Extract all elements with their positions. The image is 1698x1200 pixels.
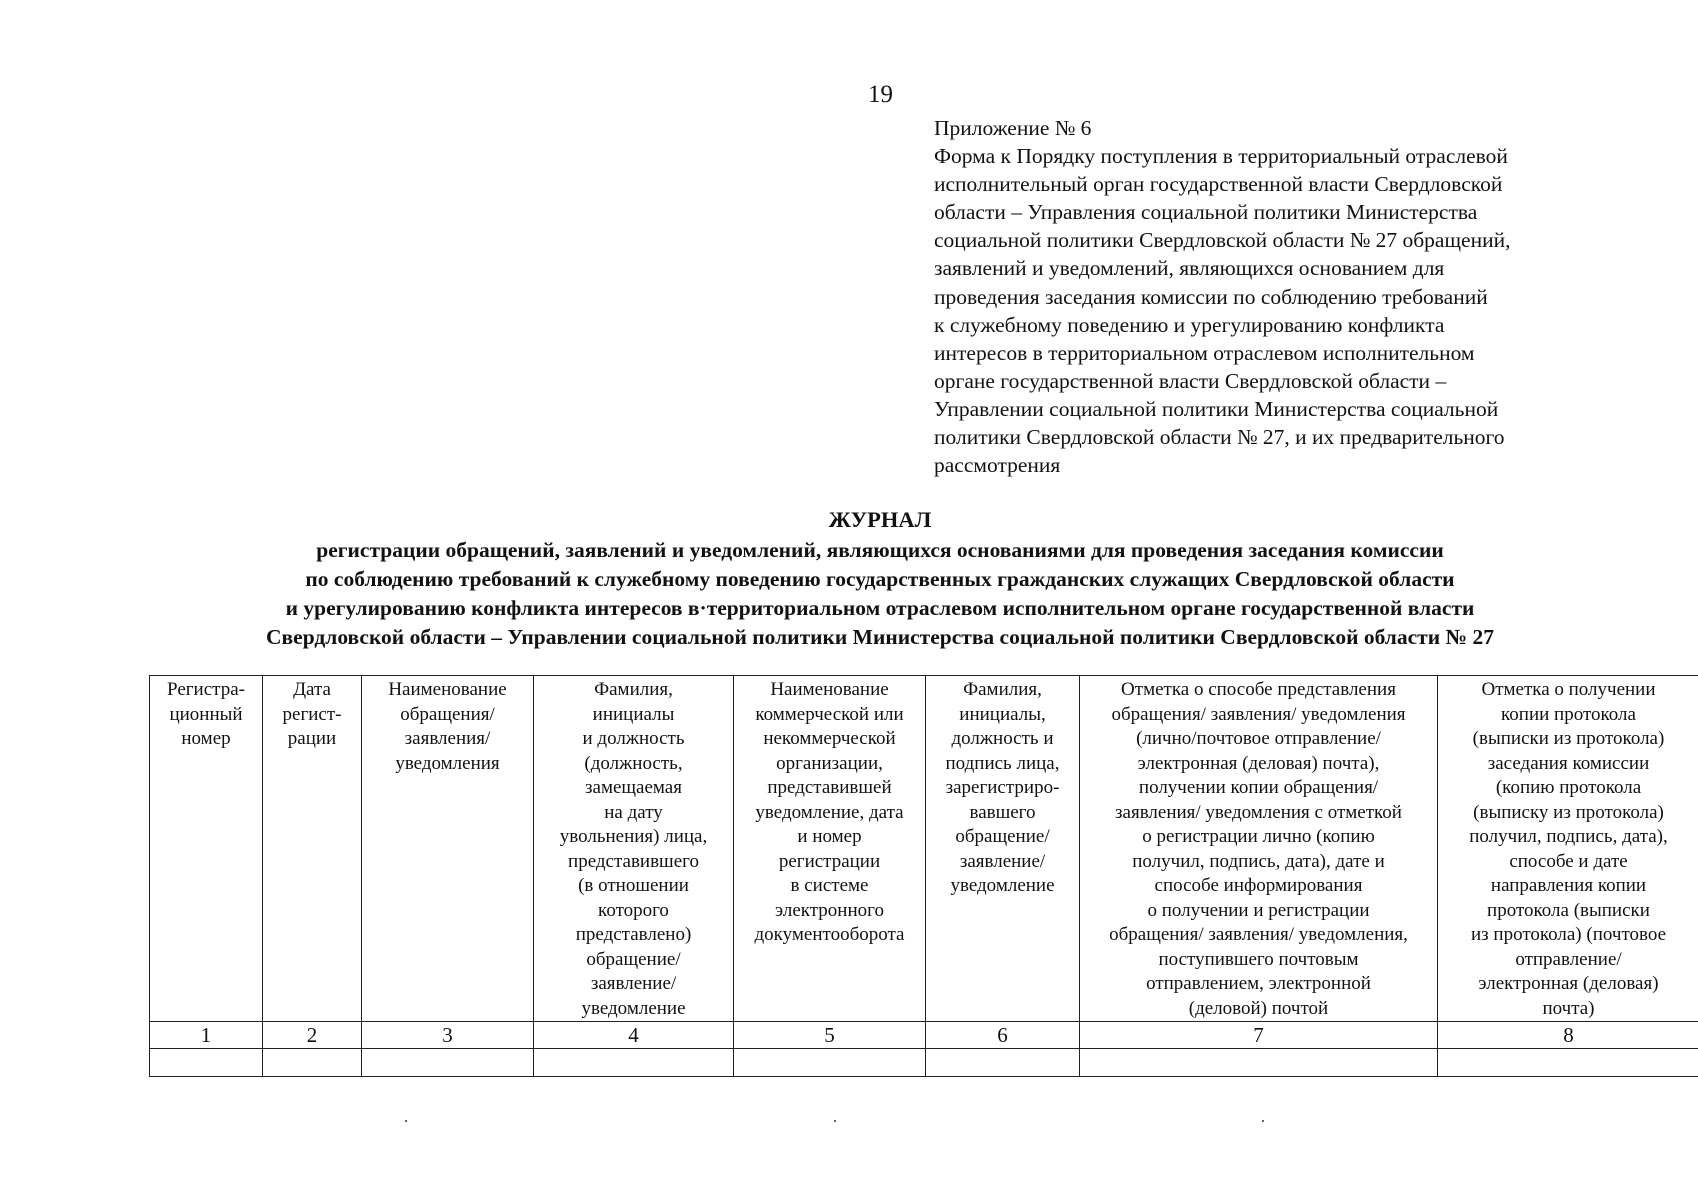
header-line: регистрации [778,850,881,872]
registration-journal-table [149,675,1698,1077]
column-number: 8 [1438,1022,1698,1049]
header-line: представившего [568,850,699,872]
header-cell-col7 [1080,676,1438,1022]
header-line: рации [287,728,337,749]
header-line: обращения/ заявления/ уведомления, [1109,924,1408,945]
header-line: Регистра- [167,679,245,700]
header-line: копии протокола [1501,703,1636,725]
journal-subtitle-line: регистрации обращений, заявлений и уведомлений, являющихся основаниями для проведения заседания комиссии [316,538,1444,562]
header-line: Наименование [388,679,507,700]
header-line: инициалы, [959,703,1046,725]
header-line: номер [181,728,231,749]
empty-cell [150,1049,263,1077]
header-cell-col8 [1438,676,1698,1022]
appendix-line: интересов в территориальном отраслевом исполнительном [934,340,1475,365]
scan-dot [834,1120,836,1122]
header-cell-col1 [150,676,263,1022]
empty-cell [734,1049,926,1077]
header-line: инициалы [592,703,675,725]
header-line: регист- [282,703,342,725]
table-header-row [150,676,1698,1022]
header-line: вавшего [969,801,1036,823]
header-line: о регистрации лично (копию [1142,826,1375,847]
header-line: (деловой) почтой [1188,997,1329,1019]
header-line: и номер [797,826,862,847]
header-line: заявление/ [590,973,677,994]
header-cell-col2 [263,676,362,1022]
header-line: отправлением, электронной [1146,973,1371,994]
page-number: 19 [868,81,893,108]
appendix-line: Форма к Порядку поступления в территориальный отраслевой [934,144,1508,169]
column-number-row [150,1022,1698,1049]
appendix-line: органе государственной власти Свердловской области – [934,368,1447,393]
appendix-note [934,114,1654,479]
header-line: документооборота [754,924,905,945]
header-line: почта) [1542,997,1595,1019]
journal-heading [150,506,1610,652]
header-line: обращения/ [400,703,495,725]
header-line: уведомление [581,997,686,1019]
header-line: заседания комиссии [1487,752,1650,774]
header-line: отправление/ [1515,948,1622,970]
column-number: 4 [534,1022,734,1049]
appendix-line: Управлении социальной политики Министерства социальной [934,396,1499,421]
journal-title: ЖУРНАЛ [828,507,932,532]
header-line: увольнения) лица, [559,826,708,847]
column-number: 7 [1080,1022,1438,1049]
header-line: ционный [169,703,243,725]
appendix-line: исполнительный орган государственной власти Свердловской [934,172,1503,197]
header-line: Дата [293,679,331,700]
header-line: Отметка о получении [1481,679,1656,700]
header-line: уведомление [950,875,1055,896]
header-line: о получении и регистрации [1147,899,1370,921]
journal-subtitle-line: по соблюдению требований к служебному поведению государственных гражданских служащих Свердловской области [305,567,1455,591]
empty-cell [263,1049,362,1077]
header-line: (копию протокола [1495,777,1642,798]
header-line: направления копии [1490,875,1647,896]
header-line: которого [598,899,669,921]
header-line: заявление/ [959,850,1046,872]
header-line: получении копии обращения/ [1138,777,1379,798]
header-line: (должность, [584,752,683,774]
column-number: 5 [734,1022,926,1049]
header-line: представившей [767,777,892,798]
header-line: заявления/ уведомления с отметкой [1115,801,1402,823]
header-line: из протокола) (почтовое [1470,924,1667,945]
empty-cell [1438,1049,1698,1077]
appendix-line: области – Управления социальной политики Министерства [934,200,1478,225]
appendix-line: рассмотрения [934,453,1061,478]
header-line: зарегистриро- [945,777,1060,798]
empty-cell [362,1049,534,1077]
header-line: электронная (деловая) почта), [1137,752,1380,774]
header-cell-col4 [534,676,734,1022]
appendix-line: социальной политики Свердловской области № 27 обращений, [934,228,1511,253]
header-cell-col3 [362,676,534,1022]
header-line: обращение/ [955,826,1050,847]
column-number: 1 [150,1022,263,1049]
empty-cell [926,1049,1080,1077]
header-line: организации, [776,752,883,774]
table-row-empty [150,1049,1698,1077]
header-line: Наименование [770,679,889,700]
appendix-line: политики Свердловской области № 27, и их предварительного [934,425,1505,450]
header-line: некоммерческой [763,728,896,749]
header-line: получил, подпись, дата), [1469,826,1668,847]
header-line: Отметка о способе представления [1121,679,1396,700]
header-line: поступившего почтовым [1158,948,1359,970]
header-line: подпись лица, [945,752,1060,774]
header-line: способе информирования [1154,875,1363,896]
journal-subtitle-line: и урегулированию конфликта интересов в·территориальном отраслевом исполнительном органе государственной власти [285,596,1475,620]
column-number: 6 [926,1022,1080,1049]
header-line: Фамилия, [963,679,1042,700]
header-line: получил, подпись, дата), дате и [1132,850,1385,872]
header-line: уведомление, дата [755,801,904,823]
header-line: коммерческой или [755,703,904,725]
appendix-line: заявлений и уведомлений, являющихся основанием для [934,256,1445,281]
journal-subtitle [150,536,1610,652]
header-line: (в отношении [578,875,689,896]
empty-cell [534,1049,734,1077]
header-line: электронного [775,899,884,921]
header-line: электронная (деловая) [1478,973,1659,994]
header-line: (выписки из протокола) [1472,728,1665,749]
appendix-line: проведения заседания комиссии по соблюдению требований [934,284,1488,309]
scan-dot [405,1120,407,1122]
header-line: представлено) [575,924,692,945]
column-number: 2 [263,1022,362,1049]
header-line: (лично/почтовое отправление/ [1136,728,1381,749]
header-line: и должность [582,728,685,749]
header-line: заявления/ [404,728,491,749]
header-line: в системе [790,875,869,896]
header-cell-col6 [926,676,1080,1022]
header-line: обращения/ заявления/ уведомления [1111,703,1406,725]
appendix-line: к служебному поведению и урегулированию конфликта [934,312,1445,337]
header-line: (выписку из протокола) [1473,801,1664,823]
header-line: уведомления [395,752,500,774]
journal-subtitle-line: Свердловской области – Управлении социальной политики Министерства социальной политики Свердловской области № 27 [266,625,1494,649]
header-line: на дату [604,801,663,823]
header-line: способе и дате [1509,850,1628,872]
scan-dot [1262,1120,1264,1122]
header-line: замещаемая [585,777,682,798]
empty-cell [1080,1049,1438,1077]
header-line: Фамилия, [594,679,673,700]
header-cell-col5 [734,676,926,1022]
header-line: обращение/ [586,948,681,970]
header-line: должность и [951,728,1054,749]
appendix-line: Приложение № 6 [934,116,1092,140]
header-line: протокола (выписки [1487,899,1650,921]
column-number: 3 [362,1022,534,1049]
